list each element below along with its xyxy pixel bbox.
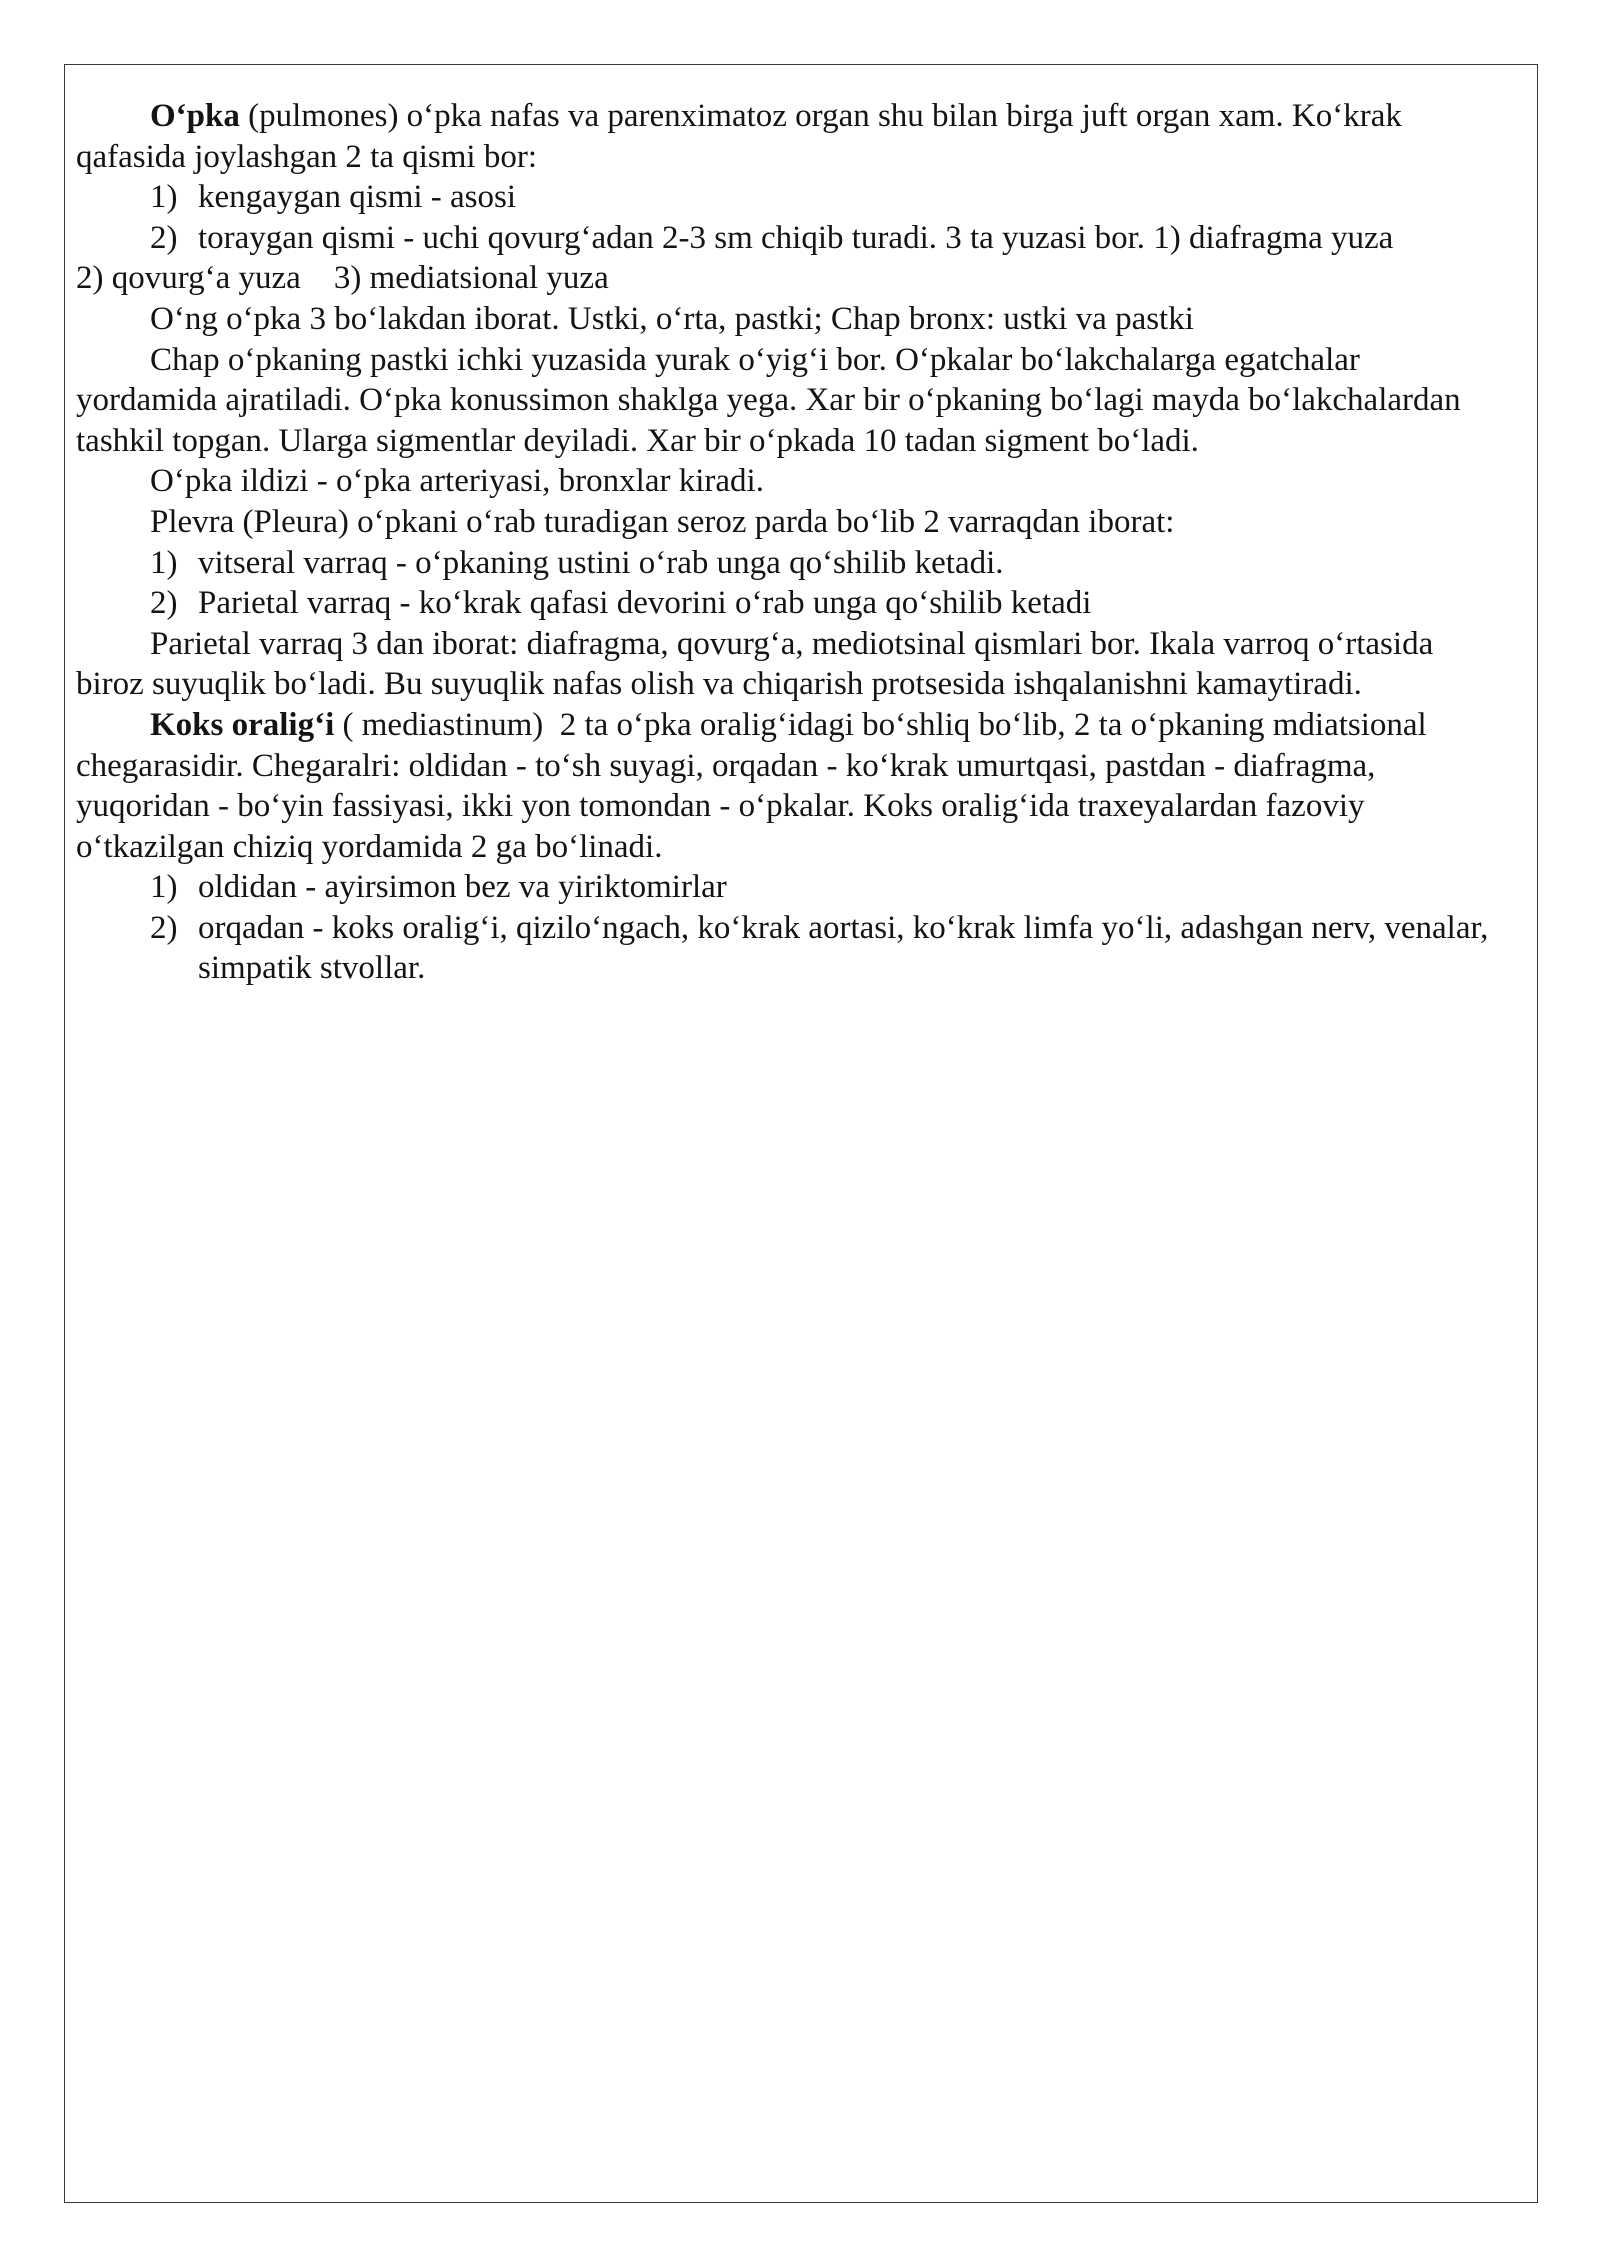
parietal-paragraph: Parietal varraq 3 dan iborat: diafragma, qovurg‘a, mediotsinal qismlari bor. Ikala varroq o‘rtasida biroz suyuqlik bo‘ladi. Bu suyuqlik nafas olish va chiqarish protsesida ishqalanishni kamaytiradi. [76,625,1434,703]
mediastinum-term: Koks oralig‘i [150,706,335,743]
surfaces-line: 2) qovurg‘a yuza 3) mediatsional yuza [76,260,609,297]
document-body [76,96,1496,989]
list-number: 2) [150,585,178,622]
pleura-paragraph: Plevra (Pleura) o‘pkani o‘rab turadigan seroz parda bo‘lib 2 varraqdan iborat: [150,503,1175,540]
mediastinum-paragraph [76,705,1496,867]
lungs-paragraph [76,96,1496,177]
list-number: 1) [150,869,178,906]
lungs-term: O‘pka [150,98,240,134]
list-text: oldidan - ayirsimon bez va yiriktomirlar [198,869,727,906]
list-number: 1) [150,544,178,581]
lung-root-paragraph: O‘pka ildizi - o‘pka arteriyasi, bronxlar kiradi. [150,463,764,500]
list-item [76,583,1496,624]
mediastinum-description: ( mediastinum) 2 ta o‘pka oralig‘idagi bo‘shliq bo‘lib, 2 ta o‘pkaning mdiatsional chegarasidir. Chegaralri: oldidan - to‘sh suyagi, orqadan - ko‘krak umurtqasi, pastdan - diafragma, yuqoridan - bo‘yin fassiyasi, ikki yon tomondan - o‘pkalar. Koks oralig‘ida traxeyalardan fazoviy o‘tkazilgan chiziq yordamida 2 ga bo‘linadi. [76,706,1435,865]
list-number: 1) [150,179,178,216]
heart-notch-paragraph: Chap o‘pkaning pastki ichki yuzasida yurak o‘yig‘i bor. O‘pkalar bo‘lakchalarga egatchalar yordamida ajratiladi. O‘pka konussimon shaklga yega. Xar bir o‘pkaning bo‘lagi mayda bo‘lakchalardan tashkil topgan. Ularga sigmentlar deyiladi. Xar bir o‘pkada 10 tadan sigment bo‘ladi. [76,341,1461,459]
lungs-description: (pulmones) o‘pka nafas va parenximatoz organ shu bilan birga juft organ xam. Ko‘krak qafasida joylashgan 2 ta qismi bor: [76,98,1402,175]
list-number: 2) [150,909,178,946]
list-text: kengaygan qismi - asosi [198,179,517,216]
list-item [76,218,1496,259]
list-number: 2) [150,219,178,256]
list-item [76,543,1496,584]
list-text: orqadan - koks oralig‘i, qizilo‘ngach, ko‘krak aortasi, ko‘krak limfa yo‘li, adashgan nerv, venalar, simpatik stvollar. [198,909,1489,987]
list-item [76,908,1496,989]
list-text: vitseral varraq - o‘pkaning ustini o‘rab unga qo‘shilib ketadi. [198,544,1004,581]
list-text: toraygan qismi - uchi qovurg‘adan 2-3 sm chiqib turadi. 3 ta yuzasi bor. 1) diafragma yuza [198,219,1394,256]
lobes-paragraph: O‘ng o‘pka 3 bo‘lakdan iborat. Ustki, o‘rta, pastki; Chap bronx: ustki va pastki [150,300,1194,337]
list-item [76,177,1496,218]
list-text: Parietal varraq - ko‘krak qafasi devorini o‘rab unga qo‘shilib ketadi [198,585,1092,622]
list-item [76,867,1496,908]
